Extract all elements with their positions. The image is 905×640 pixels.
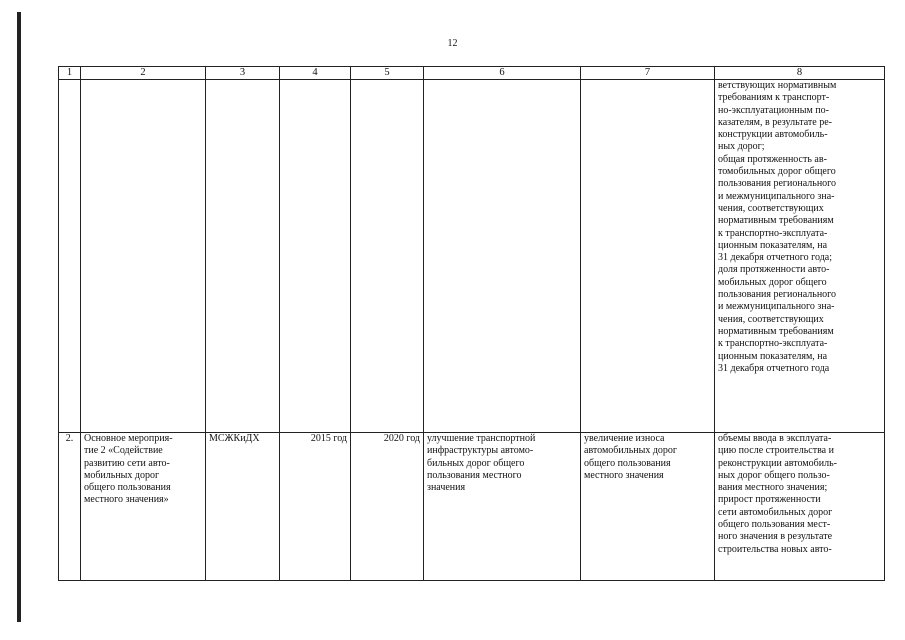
scan-edge-line (17, 12, 21, 622)
start-year-cell: 2015 год (280, 433, 351, 581)
indicators-cell-continued: ветствующих нормативным требованиям к транспорт- но-эксплуатационным по- казателям, в результате ре- конструкции автомобиль- ных дорог; общая протяженность ав- томобильных дорог общего пользования регионального и межмуниципального зна- чения, соответствующих нормативным требованиям к транспортно-эксплуата- ционным показателям, на 31 декабря отчетного года; доля протяженности авто- мобильных дорог общего пользования регионального и межмуниципального зна- чения, соответствующих нормативным требованиям к транспортно-эксплуата- ционным показателям, на 31 декабря отчетного года (715, 80, 885, 433)
row-number-cell: 2. (59, 433, 81, 581)
table-row-continuation (59, 80, 885, 433)
consequences-cell: увеличение износа автомобильных дорог общего пользования местного значения (581, 433, 715, 581)
page-number: 12 (447, 38, 458, 49)
column-header-3: 3 (206, 67, 280, 80)
column-header-2: 2 (81, 67, 206, 80)
empty-cell (351, 80, 424, 433)
header-row (59, 67, 885, 80)
executor-cell: МСЖКиДХ (206, 433, 280, 581)
table-row-activity-2 (59, 433, 885, 581)
empty-cell (424, 80, 581, 433)
empty-cell (59, 80, 81, 433)
expected-result-cell: улучшение транспортной инфраструктуры автомо- бильных дорог общего пользования местного значения (424, 433, 581, 581)
empty-cell (581, 80, 715, 433)
column-header-6: 6 (424, 67, 581, 80)
column-header-1: 1 (59, 67, 81, 80)
column-header-4: 4 (280, 67, 351, 80)
empty-cell (206, 80, 280, 433)
program-activities-table (58, 66, 885, 581)
empty-cell (280, 80, 351, 433)
indicators-cell: объемы ввода в эксплуата- цию после строительства и реконструкции автомобиль- ных дорог общего пользо- вания местного значения; прирост протяженности сети автомобильных дорог общего пользования мест- ного значения в результате строительства новых авто- (715, 433, 885, 581)
column-header-5: 5 (351, 67, 424, 80)
column-header-7: 7 (581, 67, 715, 80)
column-header-8: 8 (715, 67, 885, 80)
end-year-cell: 2020 год (351, 433, 424, 581)
empty-cell (81, 80, 206, 433)
activity-name-cell: Основное мероприя- тие 2 «Содействие развитию сети авто- мобильных дорог общего пользования местного значения» (81, 433, 206, 581)
